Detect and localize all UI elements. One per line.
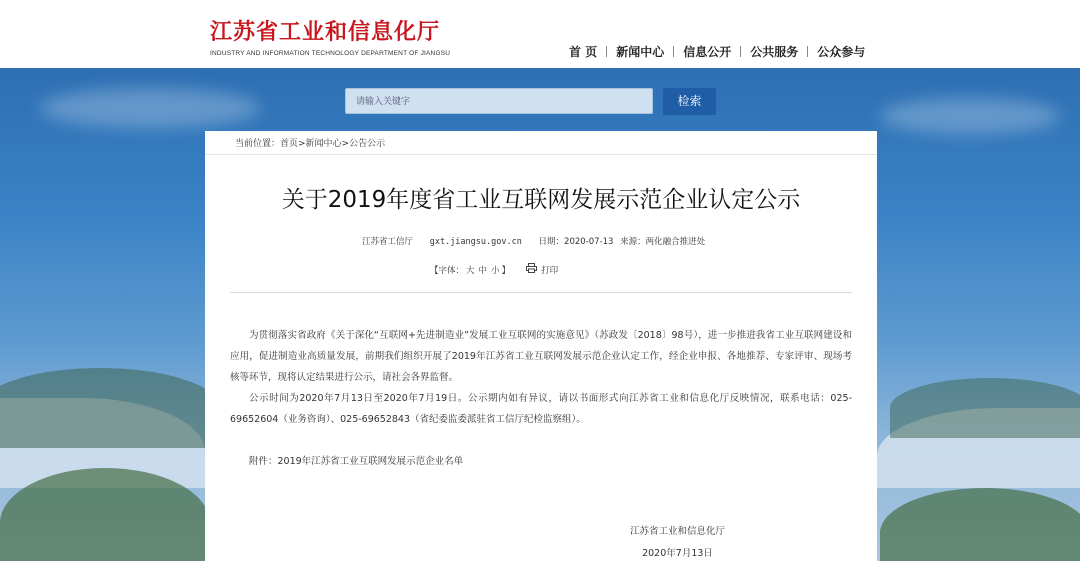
search-button[interactable]: 检索 — [663, 88, 716, 115]
breadcrumb-divider — [205, 154, 877, 155]
font-size-small-button[interactable]: 小 — [491, 265, 500, 276]
font-size-label-suffix: 】 — [501, 265, 511, 276]
article-body — [230, 325, 852, 472]
search-input[interactable]: 请输入关键字 — [345, 88, 653, 114]
print-button[interactable] — [526, 263, 558, 276]
printer-icon — [526, 263, 537, 276]
meta-origin: 来源：两化融合推进处 — [620, 237, 706, 247]
article-tools — [430, 263, 558, 276]
meta-source-org: 江苏省工信厅 — [362, 237, 414, 247]
article-signature — [630, 521, 725, 565]
font-size-medium-button[interactable]: 中 — [478, 265, 488, 276]
breadcrumb: 当前位置：首页>新闻中心>公告公示 — [235, 139, 386, 149]
article-paragraph: 公示时间为2020年7月13日至2020年7月19日。公示期内如有异议，请以书面形式向江苏省工业和信息化厅反映情况，联系电话：025-69652604（业务咨询）、025-69652843（省纪委监委派驻省工信厅纪检监察组）。 — [230, 393, 852, 425]
print-label: 打印 — [541, 265, 559, 276]
article-attachment-link[interactable]: 附件：2019年江苏省工业互联网发展示范企业名单 — [249, 456, 464, 467]
site-header — [0, 0, 1080, 68]
article-meta — [362, 235, 719, 247]
main-nav — [560, 42, 874, 60]
article-title: 关于2019年度省工业互联网发展示范企业认定公示 — [281, 187, 801, 213]
site-logo-title[interactable]: 江苏省工业和信息化厅 — [210, 20, 441, 45]
font-size-label-prefix: 【字体： — [430, 265, 465, 276]
site-logo-subtitle: INDUSTRY AND INFORMATION TECHNOLOGY DEPARTMENT OF JIANGSU — [210, 50, 451, 57]
signature-date: 2020年7月13日 — [642, 548, 713, 559]
meta-site[interactable]: gxt.jiangsu.gov.cn — [429, 237, 522, 247]
nav-news-center[interactable]: 新闻中心 — [616, 44, 665, 59]
font-size-large-button[interactable]: 大 — [466, 265, 475, 276]
nav-info-disclosure[interactable]: 信息公开 — [683, 44, 732, 59]
meta-date: 日期：2020-07-13 — [538, 237, 614, 247]
content-divider — [230, 292, 852, 293]
nav-home[interactable]: 首 页 — [569, 44, 598, 59]
article-panel — [205, 131, 877, 561]
signature-org: 江苏省工业和信息化厅 — [630, 526, 726, 537]
article-paragraph: 为贯彻落实省政府《关于深化“互联网+先进制造业”发展工业互联网的实施意见》（苏政发〔2018〕98号），进一步推进我省工业互联网建设和应用，促进制造业高质量发展，前期我们组织开展了2019年江苏省工业互联网发展示范企业认定工作，经企业申报、各地推荐、专家评审、现场考核等环节，现将认定结果进行公示，请社会各界监督。 — [230, 330, 852, 383]
nav-public-service[interactable]: 公共服务 — [750, 44, 799, 59]
nav-public-participation[interactable]: 公众参与 — [817, 44, 866, 59]
